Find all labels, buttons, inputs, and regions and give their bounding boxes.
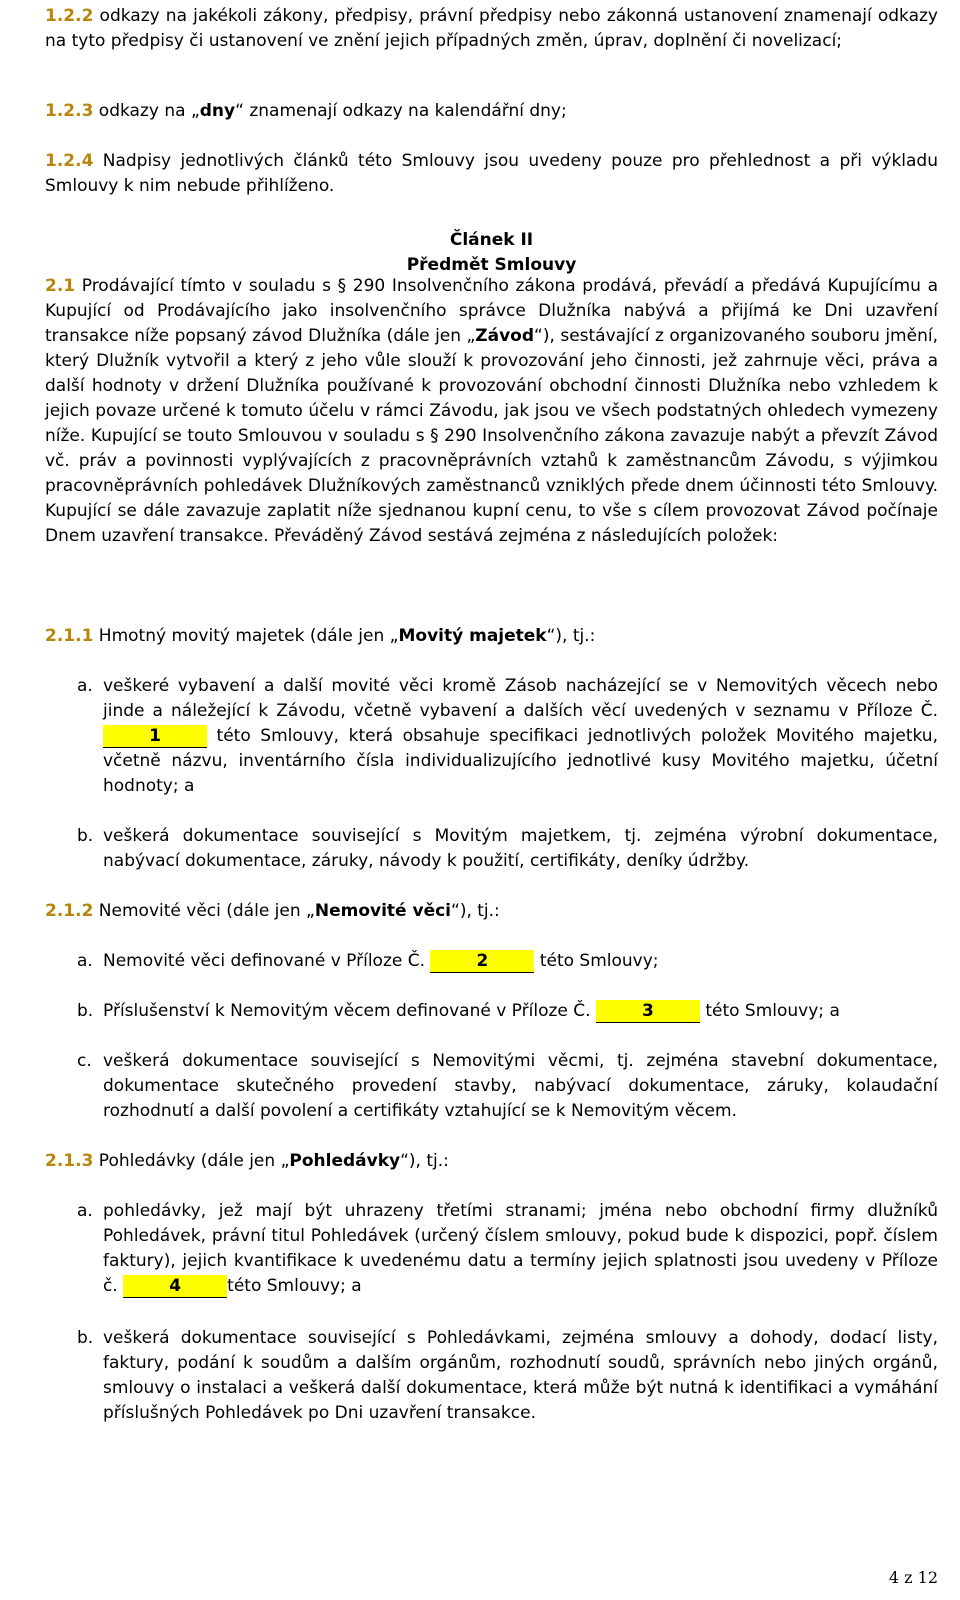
clause-number: 1.2.4 bbox=[45, 151, 94, 171]
item-text: pohledávky, jež mají být uhrazeny třetími stranami; jména nebo obchodní firmy dlužníků Pohledávek, právní titul Pohledávek (určený číslem smlouvy, pokud bude k dispozici, popř. číslem faktury), jejich kvantifikace k uvedenému datu a termíny jejich splatnosti jsou uvedeny v Příloze č. bbox=[103, 1201, 938, 1296]
page-number: 4 z 12 bbox=[888, 1568, 938, 1587]
clause-1-2-3 bbox=[45, 99, 938, 124]
clause-text: Nemovité věci (dále jen „ bbox=[93, 901, 315, 921]
clause-text: Prodávající tímto v souladu s § 290 Insolvenčního zákona prodává, převádí a předává Kupujícímu a Kupující od Prodávajícího jako insolvenčního správce Dlužníka nabývá a přijímá ke Dni uzavření transakce níže popsaný závod Dlužníka (dále jen „ bbox=[45, 276, 938, 346]
item-text: Nemovité věci definované v Příloze Č. bbox=[103, 951, 431, 971]
annex-number-field: 3 bbox=[596, 1000, 700, 1023]
defined-term: dny bbox=[199, 101, 236, 121]
clause-text: “ znamenají odkazy na kalendářní dny; bbox=[235, 101, 567, 121]
item-text: veškeré vybavení a další movité věci kromě Zásob nacházející se v Nemovitých věcech nebo jinde a náležející k Závodu, včetně vybavení a dalších věcí uvedených v seznamu v Příloze Č. bbox=[103, 676, 938, 721]
clause-number: 2.1 bbox=[45, 276, 76, 296]
article-number: Článek II bbox=[449, 230, 534, 250]
clause-number: 2.1.2 bbox=[45, 901, 94, 921]
clause-text: odkazy na „ bbox=[93, 101, 200, 121]
item-text: této Smlouvy; bbox=[534, 951, 659, 971]
annex-number-field: 4 bbox=[123, 1275, 227, 1298]
list-label: c. bbox=[77, 1051, 92, 1071]
clause-1-2-4 bbox=[45, 149, 938, 199]
defined-term: Nemovité věci bbox=[314, 901, 452, 921]
clause-text: “), tj.: bbox=[451, 901, 500, 921]
annex-number-field: 1 bbox=[103, 725, 207, 748]
list-label: b. bbox=[77, 1328, 94, 1348]
defined-term: Pohledávky bbox=[289, 1151, 401, 1171]
clause-number: 1.2.3 bbox=[45, 101, 94, 121]
list-label: a. bbox=[77, 1201, 93, 1221]
defined-term: Závod bbox=[475, 326, 535, 346]
list-item-2-1-1-a bbox=[77, 674, 938, 799]
list-label: b. bbox=[77, 1001, 94, 1021]
list-item-2-1-1-b bbox=[77, 824, 938, 874]
clause-number: 2.1.3 bbox=[45, 1151, 94, 1171]
clause-1-2-2 bbox=[45, 4, 938, 54]
list-label: a. bbox=[77, 951, 93, 971]
item-text: veškerá dokumentace související s Nemovitými věcmi, tj. zejména stavební dokumentace, dokumentace skutečného provedení stavby, nabývací dokumentace, záruky, kolaudační rozhodnutí a další povolení a certifikáty vztahující se k Nemovitým věcem. bbox=[103, 1051, 938, 1121]
list-item-2-1-3-a bbox=[77, 1199, 938, 1299]
item-text: této Smlouvy, která obsahuje specifikaci jednotlivých položek Movitého majetku, včetně názvu, inventárního čísla individualizujícího jednotlivé kusy Movitého majetku, účetní hodnoty; a bbox=[103, 726, 938, 796]
clause-2-1-3 bbox=[45, 1149, 938, 1174]
item-text: veškerá dokumentace související s Pohledávkami, zejména smlouvy a dohody, dodací listy, faktury, podání k soudům a dalším orgánům, rozhodnutí soudů, správních nebo jiných orgánů, smlouvy o instalaci a veškerá další dokumentace, která může být nutná k identifikaci a vymáhání příslušných Pohledávek po Dni uzavření transakce. bbox=[103, 1328, 938, 1423]
annex-number-field: 2 bbox=[430, 950, 534, 973]
item-text: této Smlouvy; a bbox=[227, 1276, 362, 1296]
clause-text: Hmotný movitý majetek (dále jen „ bbox=[93, 626, 399, 646]
clause-text: “), tj.: bbox=[546, 626, 596, 646]
list-label: b. bbox=[77, 826, 94, 846]
clause-text: Pohledávky (dále jen „ bbox=[93, 1151, 290, 1171]
item-text: veškerá dokumentace související s Movitým majetkem, tj. zejména výrobní dokumentace, nabývací dokumentace, záruky, návody k použití, certifikáty, deníky údržby. bbox=[103, 826, 938, 871]
clause-text: Nadpisy jednotlivých článků této Smlouvy jsou uvedeny pouze pro přehlednost a při výkladu Smlouvy k nim nebude přihlíženo. bbox=[45, 151, 938, 196]
defined-term: Movitý majetek bbox=[398, 626, 547, 646]
clause-text: odkazy na jakékoli zákony, předpisy, právní předpisy nebo zákonná ustanovení znamenají odkazy na tyto předpisy či ustanovení ve znění jejich případných změn, úprav, doplnění či novelizací; bbox=[45, 6, 938, 51]
clause-2-1-1 bbox=[45, 624, 938, 649]
list-item-2-1-3-b bbox=[77, 1326, 938, 1426]
article-title: Předmět Smlouvy bbox=[406, 255, 577, 275]
clause-2-1-2 bbox=[45, 899, 938, 924]
list-item-2-1-2-c bbox=[77, 1049, 938, 1124]
item-text: této Smlouvy; a bbox=[699, 1001, 840, 1021]
clause-text: “), sestávající z organizovaného souboru jmění, který Dlužník vytvořil a který z jeho vůle slouží k provozování jeho činnosti, jež zahrnuje věci, práva a další hodnoty v držení Dlužníka používané k provozování obchodní činnosti Dlužníka nebo vzhledem k jejich povaze určené k tomuto účelu v rámci Závodu, jak jsou ve všech podstatných ohledech vymezeny níže. Kupující se touto Smlouvou v souladu s § 290 Insolvenčního zákona zavazuje nabýt a převzít Závod vč. práv a povinnosti vyplývajících z pracovněprávních vztahů k zaměstnancům Závodu, s výjimkou pracovněprávních pohledávek Dlužníkových zaměstnanců vzniklých přede dnem účinnosti této Smlouvy. Kupující se dále zavazuje zaplatit níže sjednanou kupní cenu, to vše s cílem provozovat Závod počínaje Dnem uzavření transakce. Převáděný Závod sestává zejména z následujících položek: bbox=[45, 326, 938, 546]
clause-text: “), tj.: bbox=[400, 1151, 449, 1171]
list-item-2-1-2-a bbox=[77, 949, 938, 974]
list-label: a. bbox=[77, 676, 93, 696]
list-item-2-1-2-b bbox=[77, 999, 938, 1024]
clause-number: 2.1.1 bbox=[45, 626, 94, 646]
clause-number: 1.2.2 bbox=[45, 6, 94, 26]
item-text: Příslušenství k Nemovitým věcem definované v Příloze Č. bbox=[103, 1001, 596, 1021]
clause-2-1 bbox=[45, 274, 938, 549]
